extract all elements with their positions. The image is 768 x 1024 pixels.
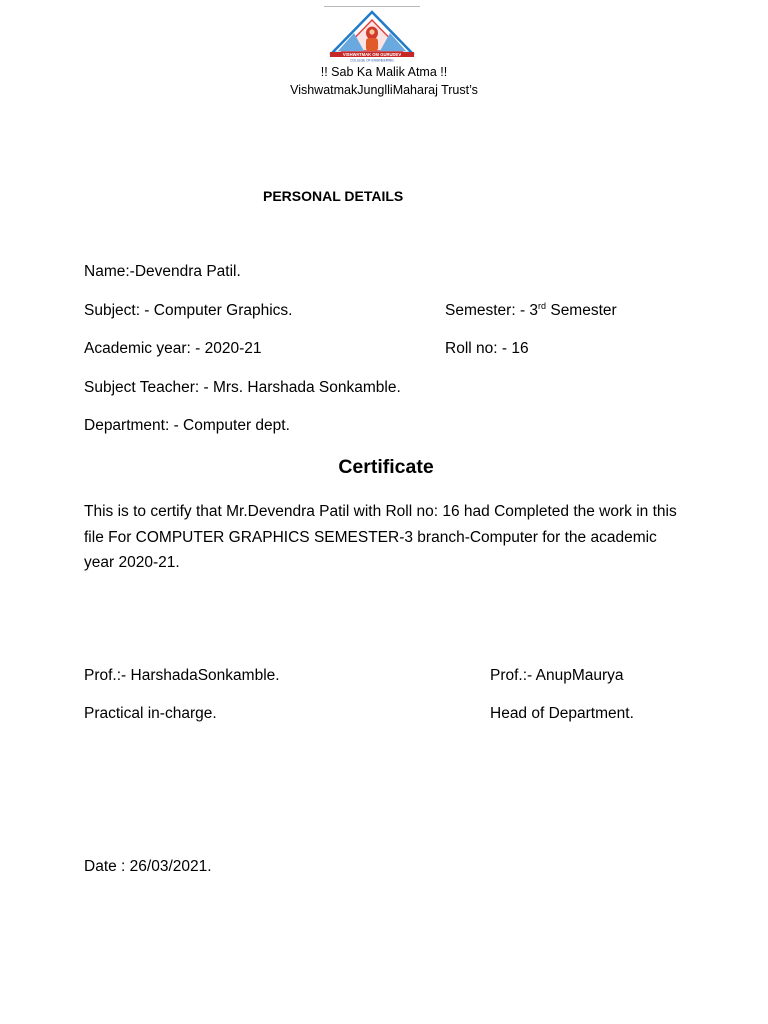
logo-text: VISHWATMAK OM GURUDEV: [342, 52, 402, 58]
college-logo: [324, 6, 420, 62]
trust-name: VishwatmakJunglliMaharaj Trust’s: [290, 83, 478, 97]
subject-teacher-field: Subject Teacher: - Mrs. Harshada Sonkamble.: [84, 379, 401, 396]
certificate-body: This is to certify that Mr.Devendra Patil with Roll no: 16 had Completed the work in this file For COMPUTER GRAPHICS SEMESTER-3 branch-Computer for the academic year 2020-21.: [84, 503, 677, 571]
semester-superscript: rd: [538, 301, 547, 311]
subject-field: Subject: - Computer Graphics.: [84, 302, 293, 319]
left-professor: Prof.:- HarshadaSonkamble.: [84, 667, 280, 684]
motto: !! Sab Ka Malik Atma !!: [320, 65, 448, 79]
logo-subtext: COLLEGE OF ENGINEERING: [350, 58, 394, 62]
semester-suffix: Semester: [546, 302, 617, 319]
left-role: Practical in-charge.: [84, 705, 217, 722]
college-logo-icon: [324, 9, 420, 62]
header-rule: [324, 6, 420, 7]
date-field: Date : 26/03/2021.: [84, 858, 212, 875]
right-role: Head of Department.: [490, 705, 634, 722]
semester-field: [445, 302, 617, 320]
department-field: Department: - Computer dept.: [84, 417, 290, 434]
roll-no-field: Roll no: - 16: [445, 340, 529, 357]
name-field: Name:-Devendra Patil.: [84, 263, 241, 280]
semester-prefix: Semester: - 3: [445, 302, 539, 319]
right-professor: Prof.:- AnupMaurya: [490, 667, 624, 684]
certificate-title: Certificate: [338, 456, 434, 478]
personal-details-heading: PERSONAL DETAILS: [263, 188, 404, 204]
academic-year-field: Academic year: - 2020-21: [84, 340, 262, 357]
